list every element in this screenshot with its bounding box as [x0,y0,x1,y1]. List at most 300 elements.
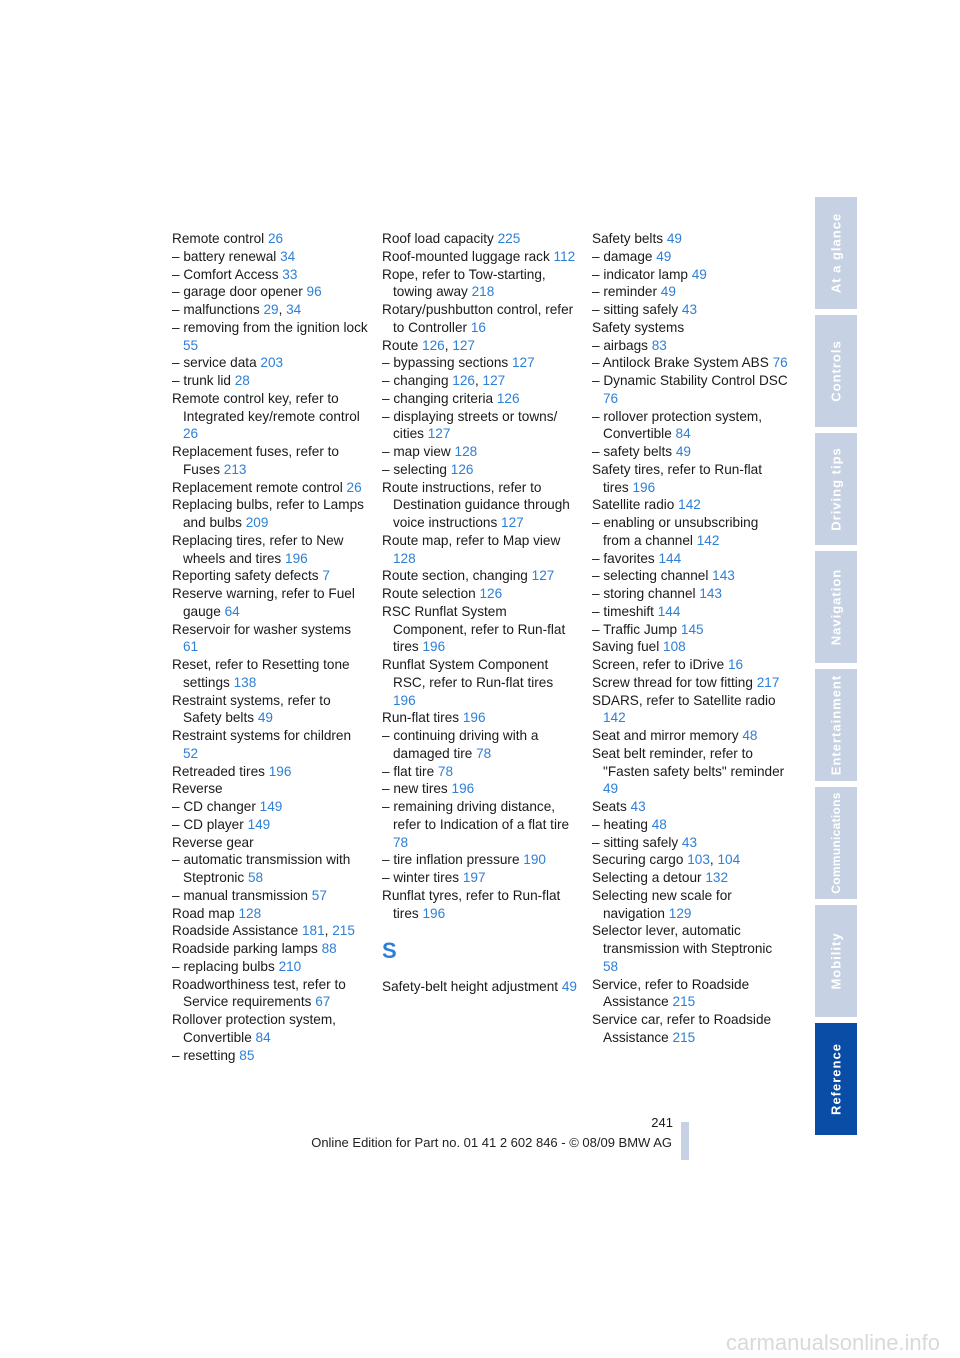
index-entry [172,390,368,443]
page-link[interactable]: 96 [306,284,322,300]
entry-text: Reporting safety defects [172,568,323,584]
index-entry [382,727,578,763]
page-link[interactable]: 190 [523,852,546,868]
entry-text: Retreaded tires [172,763,269,779]
index-entry [592,656,788,674]
entry-text: Replacement fuses, refer to Fuses [172,444,339,477]
entry-text: Replacing bulbs, refer to Lamps and bulbs [172,497,364,530]
page-link[interactable]: 48 [742,728,758,743]
entry-text: SDARS, refer to Satellite radio [592,692,776,708]
page-link[interactable]: 149 [259,799,283,814]
index-entry [172,692,368,728]
page-link[interactable]: 61 [183,639,199,655]
page-link[interactable]: 128 [238,905,262,921]
tab-at-a-glance[interactable] [815,197,857,309]
page-link[interactable]: 34 [280,248,296,264]
page-link[interactable]: 196 [285,550,308,566]
entry-text: Service car, refer to Roadside Assistance [592,1012,772,1045]
index-entry [172,1011,368,1047]
index-entry [382,372,578,390]
index-entry [382,585,578,603]
index-entry [592,638,788,656]
page-link[interactable]: 128 [454,444,478,459]
page-link[interactable]: 84 [255,1029,271,1045]
index-entry [172,496,368,532]
separator: , [474,373,483,388]
page-link[interactable]: 78 [393,834,409,850]
entry-text: – new tires [382,781,452,797]
page-link[interactable]: 112 [553,248,576,264]
index-entry [382,337,578,355]
page-link[interactable]: 149 [247,816,271,832]
page-link[interactable]: 196 [462,710,486,726]
tab-reference[interactable] [815,1023,857,1135]
entry-text: – battery renewal [172,248,281,264]
index-entry [592,230,788,248]
page-number: 241 [651,1115,673,1130]
page-link[interactable]: 64 [224,603,240,619]
page-link[interactable]: 203 [260,355,284,371]
entry-text: – trunk lid [172,373,235,388]
tab-navigation[interactable] [815,551,857,663]
page-link[interactable]: 85 [239,1047,255,1063]
entry-text: – tire inflation pressure [382,852,524,868]
index-entry [382,301,578,337]
index-entry [382,603,578,656]
page-link[interactable]: 127 [501,515,524,530]
entry-text: Rollover protection system, Convertible [172,1012,336,1045]
index-column-3 [592,230,788,1047]
entry-text: Remote control [172,231,268,246]
index-entry [382,248,578,266]
page-link[interactable]: 55 [183,337,199,353]
page-link[interactable]: 52 [183,745,199,761]
page-link[interactable]: 215 [672,994,696,1010]
index-entry [592,621,788,639]
page-link[interactable]: 210 [278,958,302,974]
index-entry [172,798,368,816]
index-entry [592,550,788,568]
entry-text: Securing cargo [592,852,688,868]
index-entry [382,266,578,302]
page-link[interactable]: 49 [675,444,691,459]
page-link[interactable]: 127 [531,568,555,584]
index-entry [592,887,788,923]
entry-text: – changing criteria [382,390,497,406]
entry-text: – reminder [592,284,661,300]
entry-text: Selector lever, automatic transmission with Steptronic [592,923,773,956]
index-entry [592,514,788,550]
entry-text: Rotary/pushbutton control, refer to Controller [382,302,574,335]
index-entry [172,621,368,657]
page-link[interactable]: 43 [681,834,698,850]
entry-text: Satellite radio [592,497,679,513]
page-link[interactable]: 16 [470,319,486,335]
page-link[interactable]: 67 [315,994,331,1010]
index-entry [172,372,368,390]
page-link[interactable]: 144 [658,550,682,566]
entry-text: RSC Runflat System Component, refer to Run-flat tires [382,603,566,655]
entry-text: – storing channel [592,586,700,601]
page-link[interactable]: 33 [282,266,298,282]
entry-text: – rollover protection system, Convertible [592,408,762,442]
entry-text: Route map, refer to Map view [382,532,561,548]
entry-text: – sitting safely [592,834,682,850]
page-link[interactable]: 127 [427,426,451,442]
index-entry [172,443,368,479]
index-entry [172,301,368,319]
index-column-1 [172,230,368,1064]
entry-text: – malfunctions [172,302,264,317]
index-entry [592,443,788,461]
index-entry [592,976,788,1012]
entry-text: Run-flat tires [382,710,463,726]
index-entry [592,816,788,834]
entry-text: – removing from the ignition lock [172,319,368,335]
page-link[interactable]: 43 [681,302,698,317]
page-link[interactable]: 142 [696,532,720,548]
index-entry [382,461,578,479]
entry-text: – enabling or unsubscribing from a channel [592,515,759,548]
entry-text: Service, refer to Roadside Assistance [592,976,750,1010]
index-entry [592,585,788,603]
index-entry [172,887,368,905]
page-link[interactable]: 126 [450,461,474,477]
index-entry [172,248,368,266]
entry-text: – selecting channel [592,568,713,584]
page-link[interactable]: 78 [476,745,492,761]
entry-text: Safety systems [592,319,685,335]
entry-text: – favorites [592,550,659,566]
entry-text: Screen, refer to iDrive [592,657,728,672]
page-link[interactable]: 138 [233,674,257,690]
tab-label: Reference [828,1043,844,1115]
entry-text: Route selection [382,586,480,601]
tab-label: Communications [829,792,843,894]
page-link[interactable]: 196 [451,781,475,797]
index-entry [172,816,368,834]
page-link[interactable]: 49 [691,266,707,282]
page-link[interactable]: 143 [699,586,722,601]
index-entry [592,567,788,585]
index-entry [592,727,788,745]
page-link[interactable]: 57 [311,887,327,903]
index-entry [172,319,368,355]
page-link[interactable]: 215 [332,923,355,939]
index-entry [592,496,788,514]
entry-text: – timeshift [592,603,658,619]
page-link[interactable]: 76 [772,355,788,371]
page-link[interactable]: 197 [462,870,486,885]
index-entry [592,745,788,798]
entry-text: – winter tires [382,870,463,885]
entry-text: Screw thread for tow fitting [592,674,757,690]
entry-text: – CD player [172,816,248,832]
index-entry [172,1047,368,1065]
index-entry [382,656,578,709]
entry-text: Route [382,337,423,353]
page-link[interactable]: 128 [393,550,416,566]
entry-text: Reverse [172,781,223,797]
entry-text: Route section, changing [382,568,532,584]
index-entry [172,727,368,763]
tab-label: Navigation [828,568,844,646]
entry-text: – Comfort Access [172,266,283,282]
entry-text: – Traffic Jump [592,621,681,637]
index-entry [592,354,788,372]
page-link[interactable]: 26 [346,479,362,495]
page-link[interactable]: 48 [651,816,667,832]
page-link[interactable]: 126 [496,390,520,406]
page-link[interactable]: 127 [452,337,475,353]
entry-text: – remaining driving distance, refer to Indication of a flat tire [382,799,570,832]
entry-text: – selecting [382,461,451,477]
entry-text: Rope, refer to Tow-starting, towing away [382,266,546,300]
index-entry [172,585,368,621]
index-entry [592,922,788,975]
page-link[interactable]: 144 [657,603,681,619]
entry-text: Reverse gear [172,834,254,850]
chapter-tabs [815,197,857,1141]
entry-text: – map view [382,444,455,459]
entry-text: Safety-belt height adjustment [382,979,562,995]
separator: , [278,302,287,317]
page-link[interactable]: 43 [630,799,646,814]
index-entry [592,1011,788,1047]
page-link[interactable]: 215 [672,1029,696,1045]
page-link[interactable]: 49 [561,979,577,995]
entry-text: – CD changer [172,799,260,814]
tab-label: Entertainment [828,674,844,776]
entry-text: – damage [592,248,657,264]
entry-text: – heating [592,816,652,832]
entry-text: – flat tire [382,763,438,779]
index-entry [592,319,788,337]
entry-text: Replacement remote control [172,479,347,495]
page-link[interactable]: 196 [393,692,416,708]
page-link[interactable]: 49 [603,781,619,797]
index-entry [382,887,578,923]
page-link[interactable]: 26 [183,426,199,442]
page-link[interactable]: 196 [268,763,292,779]
section-letter: S [382,938,397,964]
separator: , [709,852,718,868]
entry-text: Seat and mirror memory [592,728,743,743]
page-link[interactable]: 29 [263,302,279,317]
tab-controls[interactable] [815,315,857,427]
entry-text: – indicator lamp [592,266,692,282]
page-link[interactable]: 127 [511,355,535,371]
page-link[interactable]: 213 [223,461,247,477]
index-column-2 [382,230,578,996]
entry-text: – Dynamic Stability Control DSC [592,373,788,388]
page-link[interactable]: 84 [675,426,691,442]
index-entry [592,461,788,497]
entry-text: Reserve warning, refer to Fuel gauge [172,586,355,619]
entry-text: – service data [172,355,261,371]
index-entry [172,283,368,301]
index-entry [382,408,578,444]
entry-text: Runflat System Component RSC, refer to Run-flat tires [382,657,554,690]
entry-text: – resetting [172,1047,240,1063]
page-link[interactable]: 132 [705,870,729,885]
page-link[interactable]: 49 [666,231,682,246]
entry-text: Road map [172,905,239,921]
entry-text: Safety belts [592,231,667,246]
index-entry [382,354,578,372]
index-entry [382,390,578,408]
page-link[interactable]: 83 [651,337,667,353]
index-entry [592,798,788,816]
index-entry [592,283,788,301]
entry-text: – safety belts [592,444,676,459]
page-link[interactable]: 181 [301,923,325,939]
page-link[interactable]: 7 [322,568,330,584]
index-entry [592,834,788,852]
tab-communications[interactable] [815,787,857,899]
page-link[interactable]: 196 [422,639,446,655]
page-link[interactable]: 142 [603,710,626,726]
page-link[interactable]: 76 [603,390,619,406]
index-entry [592,372,788,408]
footer-text: Online Edition for Part no. 01 41 2 602 846 - © 08/09 BMW AG [311,1135,672,1150]
tab-label: Driving tips [828,447,844,531]
index-entry [382,443,578,461]
index-entry [382,780,578,798]
index-entry [382,479,578,532]
page-link[interactable]: 49 [656,248,672,264]
index-entry [592,408,788,444]
entry-text: – automatic transmission with Steptronic [172,852,351,885]
index-entry [172,763,368,781]
entry-text: – Antilock Brake System ABS [592,355,773,371]
index-entry [172,532,368,568]
index-entry [592,266,788,284]
page-link[interactable]: 217 [756,674,780,690]
page-link[interactable]: 49 [660,284,676,300]
entry-text: Selecting new scale for navigation [592,887,732,921]
entry-text: Route instructions, refer to Destination guidance through voice instructions [382,479,570,530]
page-link[interactable]: 103 [687,852,710,868]
entry-text: Seat belt reminder, refer to "Fasten safety belts" reminder [592,745,785,779]
page-link[interactable]: 34 [286,302,302,317]
index-entry [382,978,578,996]
index-entry [382,763,578,781]
page-link[interactable]: 58 [247,870,264,885]
page-link[interactable]: 126 [452,373,475,388]
index-entry [172,976,368,1012]
index-entry [592,603,788,621]
entry-text: Restraint systems, refer to Safety belts [172,692,331,726]
page-link[interactable]: 58 [603,958,619,974]
page-link[interactable]: 28 [234,373,250,388]
index-entry [592,337,788,355]
entry-text: – displaying streets or towns/ cities [382,408,558,442]
page-link[interactable]: 196 [632,479,656,495]
page-link[interactable]: 108 [663,639,686,655]
page-link[interactable]: 26 [267,231,284,246]
index-entry [592,692,788,728]
entry-text: Roadside Assistance [172,923,302,939]
entry-text: Roadside parking lamps [172,941,322,956]
index-entry [172,922,368,940]
index-entry [382,798,578,851]
index-entry [172,656,368,692]
page-link[interactable]: 104 [717,852,741,868]
page-link[interactable]: 88 [321,941,337,956]
index-entry [382,567,578,585]
watermark: carmanualsonline.info [726,1330,941,1355]
index-entry [172,479,368,497]
entry-text: Restraint systems for children [172,728,352,743]
entry-text: – replacing bulbs [172,958,279,974]
entry-text: – airbags [592,337,652,353]
entry-text: – manual transmission [172,887,312,903]
index-entry [172,958,368,976]
page-link[interactable]: 225 [497,231,521,246]
tab-driving-tips[interactable] [815,433,857,545]
entry-text: Runflat tyres, refer to Run-flat tires [382,887,561,921]
index-entry [172,834,368,852]
page-link[interactable]: 218 [471,284,495,300]
tab-label: Mobility [828,932,844,990]
separator: , [324,923,333,939]
tab-entertainment[interactable] [815,669,857,781]
index-entry [382,709,578,727]
page-link[interactable]: 126 [422,337,445,353]
page-marker-bar [681,1122,689,1160]
index-entry [592,248,788,266]
index-entry [172,851,368,887]
tab-label: At a glance [828,212,844,294]
index-entry [592,301,788,319]
index-entry [172,354,368,372]
entry-text: Reset, refer to Resetting tone settings [172,657,350,690]
page-link[interactable]: 142 [678,497,701,513]
page-link[interactable]: 127 [482,373,506,388]
entry-text: Roof load capacity [382,231,498,246]
page-link[interactable]: 209 [245,515,269,530]
index-entry [592,869,788,887]
index-entry [382,532,578,568]
page-link[interactable]: 143 [712,568,735,584]
page-link[interactable]: 126 [479,586,503,601]
page-link[interactable]: 78 [437,763,454,779]
page-link[interactable]: 49 [257,710,273,726]
page-link[interactable]: 129 [668,905,692,921]
entry-text: – garage door opener [172,284,307,300]
entry-text: – bypassing sections [382,355,512,371]
entry-text: Safety tires, refer to Run-flat tires [592,461,762,495]
tab-mobility[interactable] [815,905,857,1017]
entry-text: – sitting safely [592,302,682,317]
entry-text: Selecting a detour [592,870,706,885]
index-entry [172,940,368,958]
page-link[interactable]: 16 [727,657,744,672]
index-entry [172,266,368,284]
separator: , [444,337,453,353]
entry-text: Seats [592,799,631,814]
entry-text: Roof-mounted luggage rack [382,248,554,264]
index-entry [382,869,578,887]
entry-text: Remote control key, refer to Integrated key/remote control [172,390,360,424]
entry-text: Reservoir for washer systems [172,621,352,637]
entry-text: – continuing driving with a damaged tire [382,728,539,761]
page-link[interactable]: 145 [680,621,704,637]
page-link[interactable]: 196 [422,905,446,921]
index-entry [172,230,368,248]
entry-text: – changing [382,373,453,388]
